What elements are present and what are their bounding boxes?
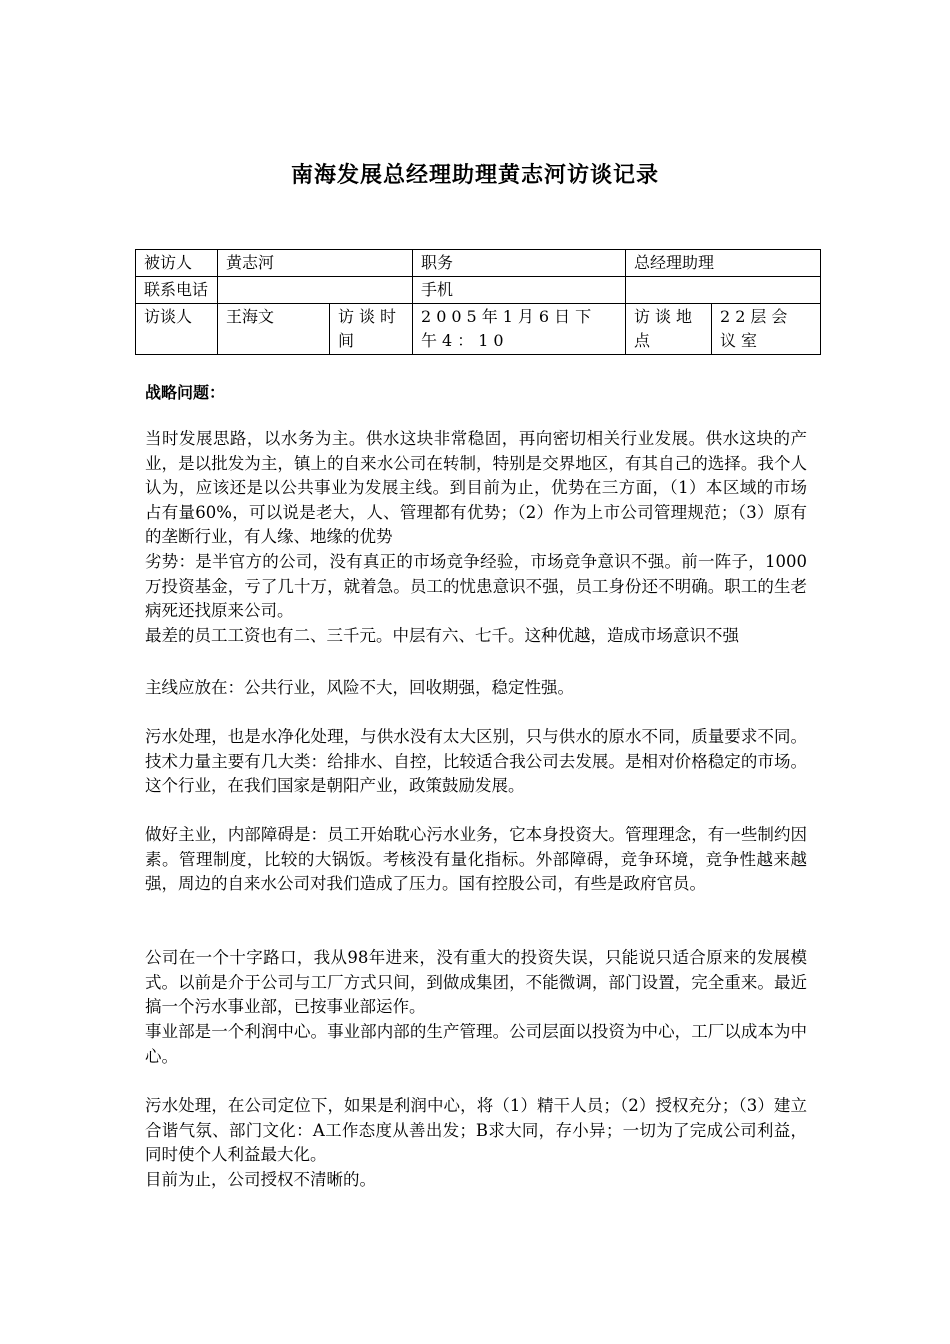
table-row [136, 304, 821, 355]
interview-time-value: 2005年1月6日下午4：10 [413, 304, 626, 355]
position-label: 职务 [413, 250, 626, 277]
paragraph: 做好主业，内部障碍是：员工开始耽心污水业务，它本身投资大。管理理念，有一些制约因素。管理制度，比较的大锅饭。考核没有量化指标。外部障碍，竞争环境，竞争性越来越强，周边的自来水公司对我们造成了压力。国有控股公司，有些是政府官员。 [145, 825, 807, 893]
interviewer-value: 王海文 [218, 304, 330, 355]
table-row [136, 277, 821, 304]
interview-time-label: 访谈时间 [330, 304, 413, 355]
interview-info-table [135, 249, 821, 355]
paragraph: 污水处理，在公司定位下，如果是利润中心，将（1）精干人员；（2）授权充分；（3）建立合谐气氛、部门文化：A工作态度从善出发；B求大同，存小异；一切为了完成公司利益，同时使个人利益最大化。 [145, 1096, 807, 1164]
paragraph: 污水处理，也是水净化处理，与供水没有太大区别，只与供水的原水不同，质量要求不同。技术力量主要有几大类：给排水、自控，比较适合我公司去发展。是相对价格稳定的市场。这个行业，在我们国家是朝阳产业，政策鼓励发展。 [145, 727, 807, 795]
interview-place-label: 访谈地点 [626, 304, 712, 355]
position-value: 总经理助理 [626, 250, 821, 277]
interviewee-value: 黄志河 [218, 250, 413, 277]
interview-place-value: 22层会议室 [712, 304, 821, 355]
phone-label: 联系电话 [136, 277, 218, 304]
paragraph: 主线应放在：公共行业，风险不大，回收期强，稳定性强。 [145, 678, 574, 697]
document-title: 南海发展总经理助理黄志河访谈记录 [290, 162, 659, 188]
paragraph: 当时发展思路，以水务为主。供水这块非常稳固，再向密切相关行业发展。供水这块的产业，是以批发为主，镇上的自来水公司在转制，特别是交界地区，有其自己的选择。我个人认为，应该还是以公共事业为发展主线。到目前为止，优势在三方面，（1）本区域的市场占有量60%，可以说是老大，人、管理都有优势；（2）作为上市公司管理规范；（3）原有的垄断行业，有人缘、地缘的优势 [145, 429, 807, 546]
paragraph: 目前为止，公司授权不清晰的。 [145, 1170, 376, 1189]
mobile-value [626, 277, 821, 304]
paragraph: 公司在一个十字路口，我从98年进来，没有重大的投资失误，只能说只适合原来的发展模式。以前是介于公司与工厂方式只间，到做成集团，不能微调，部门设置，完全重来。最近搞一个污水事业部，已按事业部运作。 [145, 948, 807, 1016]
phone-value [218, 277, 413, 304]
paragraph: 劣势：是半官方的公司，没有真正的市场竞争经验，市场竞争意识不强。前一阵子，1000万投资基金，亏了几十万，就着急。员工的忧患意识不强，员工身份还不明确。职工的生老病死还找原来公司。 [145, 552, 807, 620]
section-heading: 战略问题： [145, 383, 226, 402]
mobile-label: 手机 [413, 277, 626, 304]
table-row [136, 250, 821, 277]
interviewee-label: 被访人 [136, 250, 218, 277]
paragraph: 事业部是一个利润中心。事业部内部的生产管理。公司层面以投资为中心，工厂以成本为中心。 [145, 1022, 807, 1066]
interviewer-label: 访谈人 [136, 304, 218, 355]
paragraph: 最差的员工工资也有二、三千元。中层有六、七千。这种优越，造成市场意识不强 [145, 626, 739, 645]
